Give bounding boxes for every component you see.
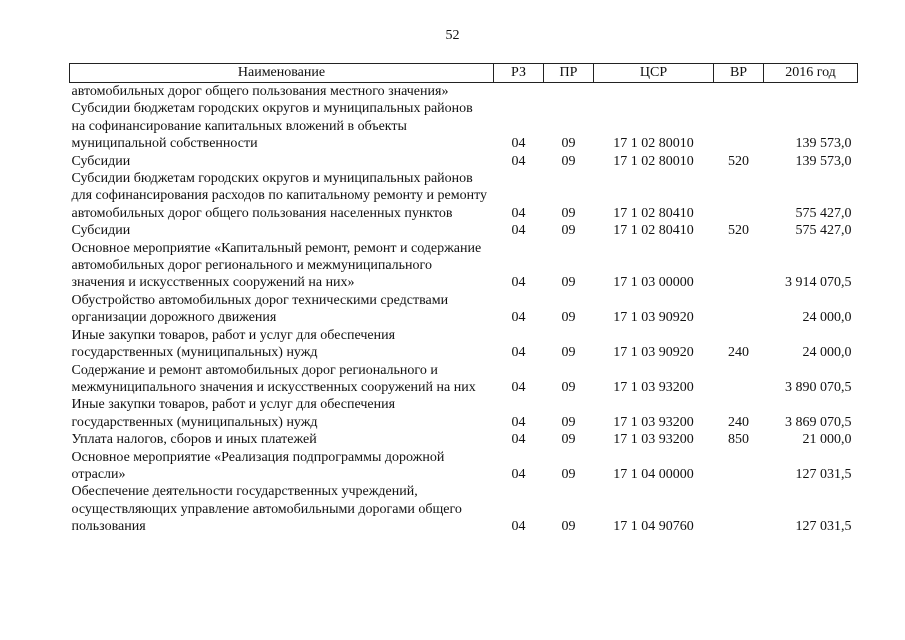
row-pr: 09 [561, 223, 576, 239]
table-row [70, 83, 858, 101]
table-row [70, 222, 858, 239]
row-vr [714, 83, 764, 101]
row-csr: 17 1 03 93200 [613, 414, 694, 430]
row-name: Обустройство автомобильных дорог техническими средствами организации дорожного движения [71, 292, 449, 326]
row-name: Иные закупки товаров, работ и услуг для обеспечения государственных (муниципальных) нужд [71, 327, 396, 361]
row-rz: 04 [511, 414, 526, 430]
row-rz: 04 [511, 379, 526, 395]
row-csr: 17 1 04 00000 [613, 466, 694, 482]
row-pr [544, 83, 594, 101]
row-vr: 850 [728, 432, 749, 448]
row-year: 24 000,0 [802, 310, 852, 326]
row-rz: 04 [511, 136, 526, 152]
header-name: Наименование [70, 64, 494, 83]
row-year: 21 000,0 [802, 432, 852, 448]
row-pr: 09 [561, 414, 576, 430]
table-row [70, 170, 858, 222]
row-vr [714, 100, 764, 152]
row-csr: 17 1 03 93200 [613, 379, 694, 395]
row-year: 127 031,5 [795, 519, 852, 535]
table-row [70, 100, 858, 152]
row-vr: 520 [728, 223, 749, 239]
row-rz [494, 83, 544, 101]
table-row [70, 292, 858, 327]
row-csr: 17 1 02 80410 [613, 223, 694, 239]
row-csr [594, 83, 714, 101]
row-pr: 09 [561, 345, 576, 361]
row-vr [714, 449, 764, 484]
row-year [764, 83, 858, 101]
row-pr: 09 [561, 136, 576, 152]
row-pr: 09 [561, 432, 576, 448]
budget-table [69, 63, 858, 536]
header-rz: РЗ [494, 64, 544, 83]
row-name: Основное мероприятие «Реализация подпрограммы дорожной отрасли» [71, 449, 445, 482]
row-year: 3 869 070,5 [785, 414, 852, 430]
row-rz: 04 [511, 153, 526, 169]
table-row [70, 396, 858, 431]
row-csr: 17 1 03 90920 [613, 345, 694, 361]
row-pr: 09 [561, 310, 576, 326]
row-vr: 520 [728, 153, 749, 169]
row-vr: 240 [728, 414, 749, 430]
row-rz: 04 [511, 205, 526, 221]
row-name: Субсидии бюджетам городских округов и муниципальных районов для софинансирования расходов по капитальному ремонту и ремонту автомобильных дорог общего пользования населенных пунктов [71, 171, 488, 221]
row-year: 24 000,0 [802, 345, 852, 361]
row-year: 575 427,0 [795, 223, 852, 239]
table-row [70, 449, 858, 484]
table-row [70, 327, 858, 362]
row-rz: 04 [511, 466, 526, 482]
table-row [70, 483, 858, 535]
row-vr [714, 483, 764, 535]
header-vr: ВР [714, 64, 764, 83]
header-pr: ПР [544, 64, 594, 83]
table-row [70, 362, 858, 397]
row-year: 575 427,0 [795, 205, 852, 221]
row-name: Субсидии [71, 153, 131, 169]
row-name: автомобильных дорог общего пользования местного значения» [71, 84, 449, 99]
row-csr: 17 1 03 93200 [613, 432, 694, 448]
row-vr [714, 362, 764, 397]
header-year: 2016 год [764, 64, 858, 83]
row-name: Субсидии [71, 223, 131, 239]
row-pr: 09 [561, 466, 576, 482]
table-row [70, 431, 858, 448]
row-pr: 09 [561, 275, 576, 291]
table-header-row [70, 64, 858, 83]
row-vr [714, 170, 764, 222]
row-name: Содержание и ремонт автомобильных дорог регионального и межмуниципального значения и искусственных сооружений на них [71, 362, 476, 395]
row-year: 139 573,0 [795, 153, 852, 169]
row-csr: 17 1 02 80410 [613, 205, 694, 221]
row-rz: 04 [511, 519, 526, 535]
row-name: Основное мероприятие «Капитальный ремонт, ремонт и содержание автомобильных дорог регионального и межмуниципального значения и искусственных сооружений на них» [71, 240, 482, 291]
row-name: Обеспечение деятельности государственных учреждений, осуществляющих управление автомобильными дорогами общего пользования [71, 484, 462, 535]
row-year: 3 914 070,5 [785, 275, 852, 291]
table-row [70, 153, 858, 170]
row-pr: 09 [561, 379, 576, 395]
row-year: 3 890 070,5 [785, 379, 852, 395]
row-vr [714, 240, 764, 292]
row-csr: 17 1 03 90920 [613, 310, 694, 326]
row-csr: 17 1 02 80010 [613, 136, 694, 152]
row-vr [714, 292, 764, 327]
row-name: Уплата налогов, сборов и иных платежей [71, 432, 317, 448]
row-vr: 240 [728, 345, 749, 361]
row-name: Иные закупки товаров, работ и услуг для обеспечения государственных (муниципальных) нужд [71, 397, 396, 430]
row-csr: 17 1 02 80010 [613, 153, 694, 169]
row-pr: 09 [561, 153, 576, 169]
page-number: 52 [445, 28, 460, 43]
row-pr: 09 [561, 519, 576, 535]
row-csr: 17 1 03 00000 [613, 275, 694, 291]
row-year: 127 031,5 [795, 466, 852, 482]
row-rz: 04 [511, 310, 526, 326]
row-rz: 04 [511, 275, 526, 291]
table-row [70, 240, 858, 292]
row-rz: 04 [511, 345, 526, 361]
header-csr: ЦСР [594, 64, 714, 83]
row-pr: 09 [561, 205, 576, 221]
row-rz: 04 [511, 223, 526, 239]
row-name: Субсидии бюджетам городских округов и муниципальных районов на софинансирование капитальных вложений в объекты муниципальной собственности [71, 101, 473, 152]
row-rz: 04 [511, 432, 526, 448]
row-csr: 17 1 04 90760 [613, 519, 694, 535]
row-year: 139 573,0 [795, 136, 852, 152]
